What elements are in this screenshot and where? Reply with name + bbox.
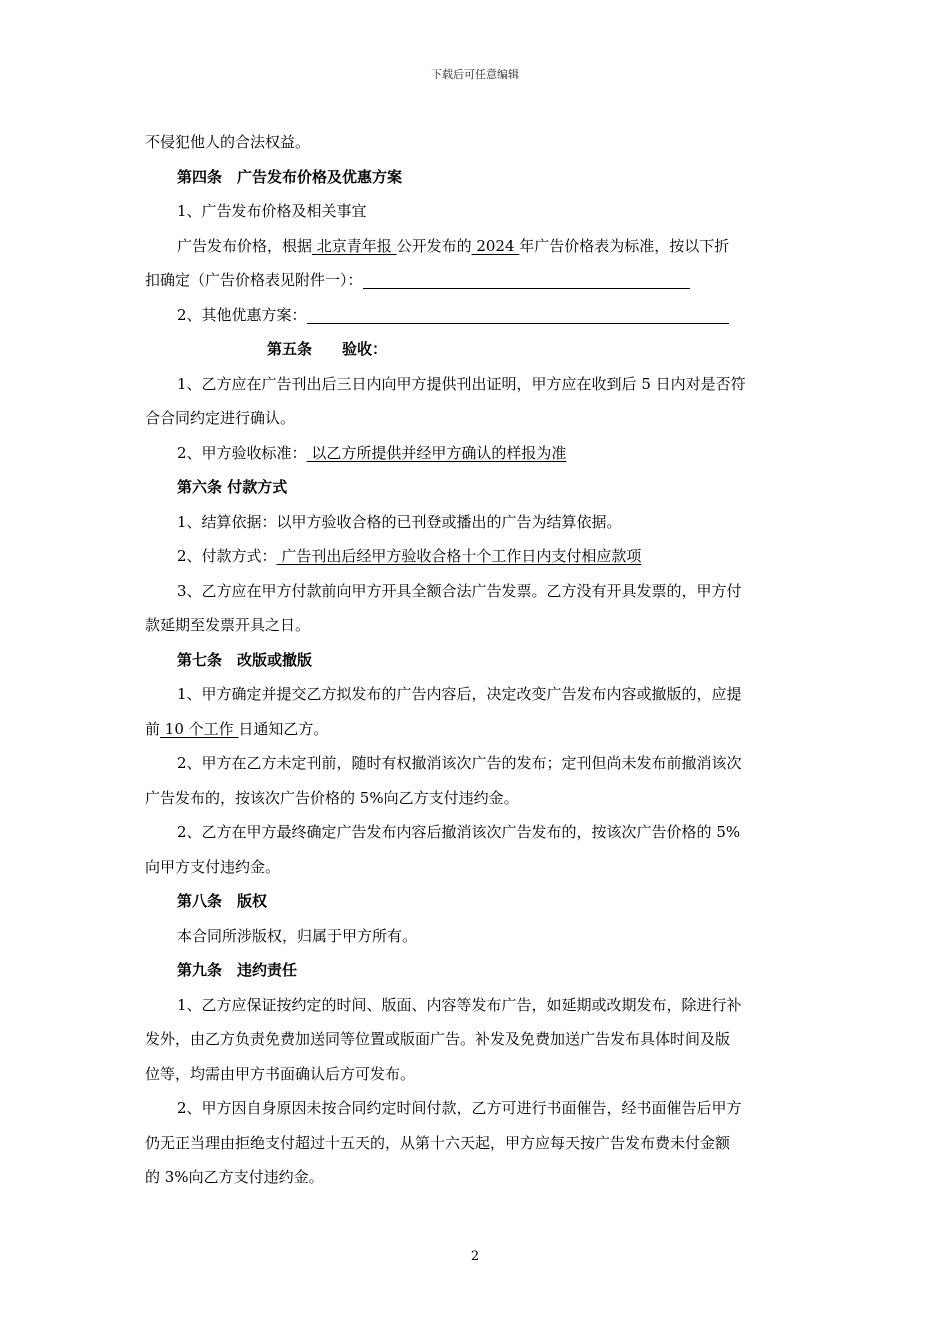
price-basis-line: 广告发布价格，根据 北京青年报 公开发布的 2024 年广告价格表为标准，按以下折 [177, 236, 730, 255]
paragraph-line: 本合同所涉版权，归属于甲方所有。 [177, 926, 418, 945]
discount-blank-field [363, 270, 690, 289]
acceptance-standard-field: 以乙方所提供并经甲方确认的样报为准 [306, 443, 567, 462]
page-number: 2 [470, 1249, 480, 1264]
discount-line: 扣确定（广告价格表见附件一）： [145, 266, 815, 301]
article-4-heading: 第四条 广告发布价格及优惠方案 [177, 167, 403, 186]
page-header: 下载后可任意编辑 [431, 68, 519, 81]
article-8-heading: 第八条 版权 [177, 892, 268, 910]
paragraph-line: 1、广告发布价格及相关事宜 [177, 202, 367, 220]
paragraph-line: 不侵犯他人的合法权益。 [145, 133, 311, 151]
paragraph-line: 2、乙方在甲方最终确定广告发布内容后撤消该次广告发布的，按该次广告价格的 5% [177, 823, 741, 841]
notice-period-line: 前 10 个工作 日通知乙方。 [145, 719, 329, 738]
paragraph-line: 位等，均需由甲方书面确认后方可发布。 [145, 1064, 416, 1083]
article-9-heading: 第九条 违约责任 [177, 961, 298, 979]
other-offer-blank-field [307, 305, 729, 324]
paragraph-line: 发外，由乙方负责免费加送同等位置或版面广告。补发及免费加送广告发布具体时间及版 [145, 1030, 731, 1048]
paragraph-line: 向甲方支付违约金。 [145, 857, 281, 876]
article-7-heading: 第七条 改版或撤版 [177, 650, 313, 669]
newspaper-name-field: 北京青年报 [312, 236, 397, 255]
paragraph-line: 1、结算依据：以甲方验收合格的已刊登或播出的广告为结算依据。 [177, 512, 622, 531]
article-5-heading: 第五条 验收： [267, 340, 388, 358]
paragraph-line: 合合同约定进行确认。 [145, 409, 296, 427]
paragraph-line: 1、乙方应在广告刊出后三日内向甲方提供刊出证明，甲方应在收到后 5 日内对是否符 [177, 374, 746, 393]
other-offer-line: 2、其他优惠方案： [145, 301, 815, 336]
payment-method-line: 2、付款方式： 广告刊出后经甲方验收合格十个工作日内支付相应款项 [177, 547, 642, 565]
paragraph-line: 2、甲方在乙方未定刊前，随时有权撤消该次广告的发布；定刊但尚未发布前撤消该次 [177, 754, 742, 772]
paragraph-line: 3、乙方应在甲方付款前向甲方开具全额合法广告发票。乙方没有开具发票的，甲方付 [177, 581, 742, 600]
acceptance-standard-line: 2、甲方验收标准： 以乙方所提供并经甲方确认的样报为准 [177, 443, 567, 462]
paragraph-line: 1、甲方确定并提交乙方拟发布的广告内容后，决定改变广告发布内容或撤版的，应提 [177, 685, 742, 703]
paragraph-line: 仍无正当理由拒绝支付超过十五天的，从第十六天起，甲方应每天按广告发布费未付金额 [145, 1133, 731, 1152]
paragraph-line: 广告发布的，按该次广告价格的 5%向乙方支付违约金。 [145, 788, 519, 807]
payment-method-field: 广告刊出后经甲方验收合格十个工作日内支付相应款项 [276, 547, 642, 565]
paragraph-line: 1、乙方应保证按约定的时间、版面、内容等发布广告，如延期或改期发布，除进行补 [177, 995, 742, 1014]
year-field: 2024 [471, 236, 520, 255]
article-6-heading: 第六条 付款方式 [177, 478, 288, 496]
paragraph-line: 2、甲方因自身原因未按合同约定时间付款，乙方可进行书面催告，经书面催告后甲方 [177, 1099, 742, 1117]
paragraph-line: 的 3%向乙方支付违约金。 [145, 1168, 324, 1186]
paragraph-line: 款延期至发票开具之日。 [145, 616, 311, 634]
notice-days-field: 10 个工作 [160, 719, 239, 738]
contract-body [145, 128, 815, 1198]
